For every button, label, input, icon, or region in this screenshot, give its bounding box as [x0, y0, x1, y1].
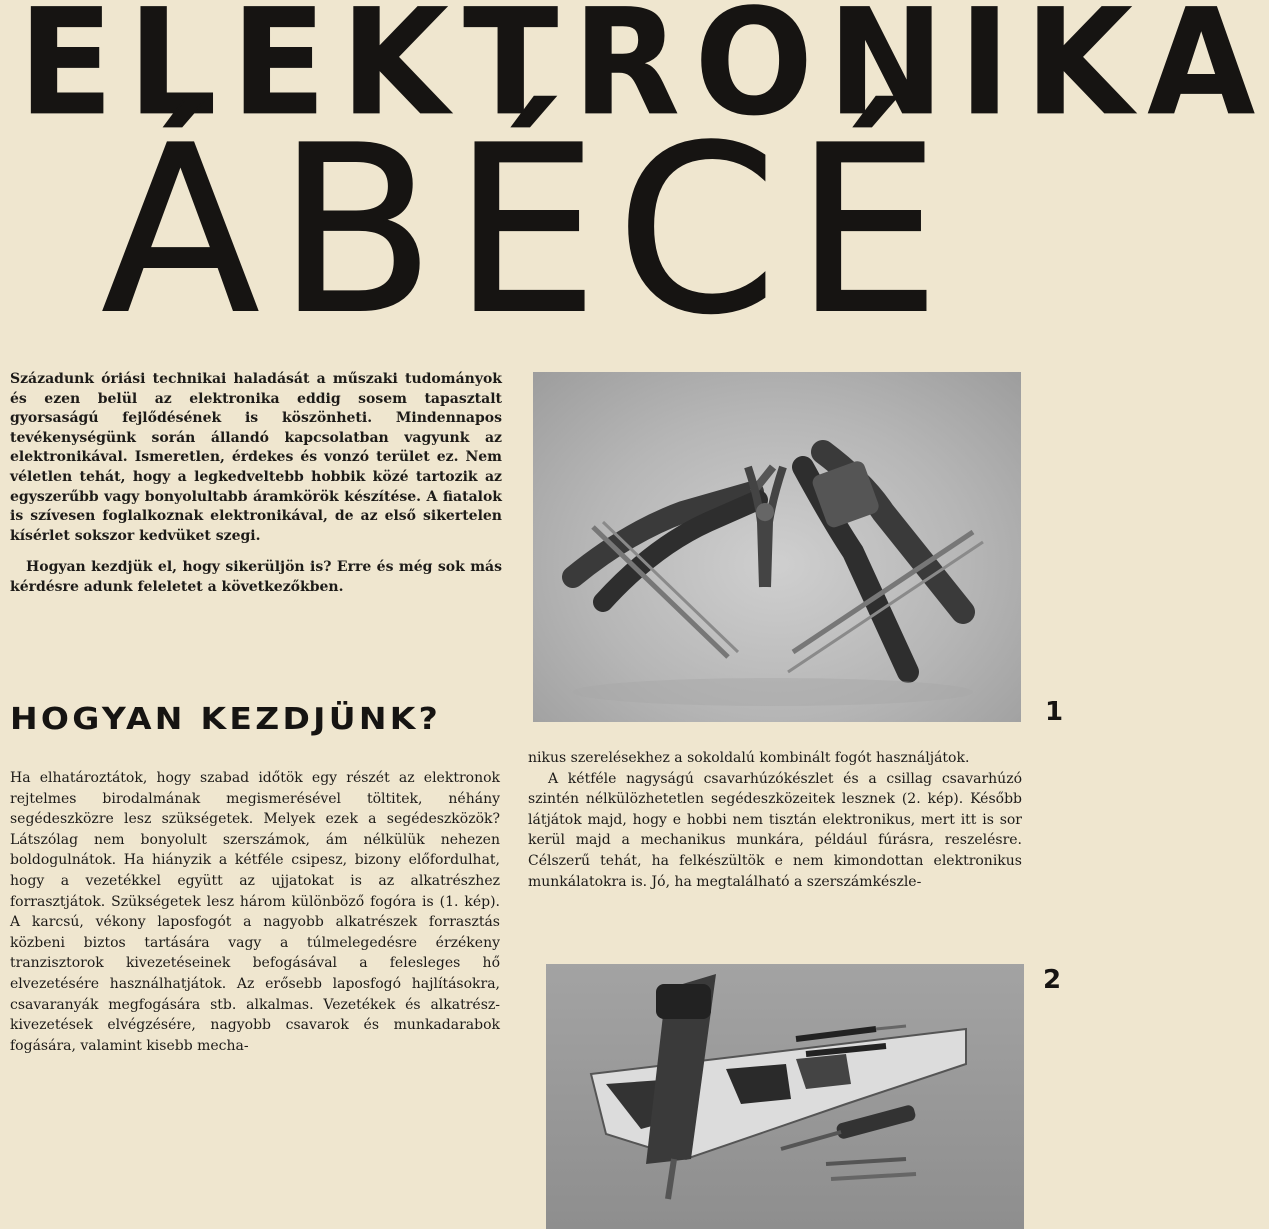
screwdriver-photo: [546, 964, 1024, 1229]
body-paragraph: nikus szerelésekhez a sokoldalú kombinált fogót használjátok.: [528, 750, 970, 766]
body-column-right: [528, 748, 1022, 892]
body-paragraph: A kétféle nagyságú csavarhúzókészlet és a csillag csavarhúzó szintén nélkülözhetetlen segédeszközeitek lesznek (2. kép). Később látjátok majd, hogy e hobbi nem tisztán elektronikus, mert itt is sor kerül majd a mechanikus munkára, például fúrásra, reszelésre. Célszerű tehát, ha felkészültök e nem kimondottan elektronikus munkálatokra is. Jó, ha megtalálható a szerszámkészle-: [528, 770, 1022, 890]
intro-paragraph: Hogyan kezdjük el, hogy sikerüljön is? Erre és még sok más kérdésre adunk feleletet a következőkben.: [10, 559, 502, 595]
masthead-title: ELEKTRONIKA: [18, 0, 1269, 150]
body-paragraph: Ha elhatároztátok, hogy szabad időtök egy részét az elektronok rejtelmes birodalmának megismerésével töltitek, néhány segédeszközre lesz szükségetek. Melyek ezek a segédeszközök? Látszólag nem bonyolult szerszámok, ám nélkülük nehezen boldogulnátok. Ha hiányzik a kétféle csipesz, bizony előfordulhat, hogy a vezetékkel együtt az ujjatokat is az alkatrészhez forrasztjátok. Szükségetek lesz három különböző fogóra is (1. kép). A karcsú, vékony laposfogót a nagyobb alkatrészek forrasztás közbeni biztos tartására vagy a túlmelegedésre érzékeny tranzisztorok kivezetéseinek befogásával a felesleges hő elvezetésére használhatjátok. Az erősebb laposfogó hajlításokra, csavaranyák megfogására stb. alkalmas. Vezetékek és alkatrész-kivezetések elvégzésére, nagyobb csavarok és munkadarabok fogására, valamint kisebb mecha-: [10, 770, 500, 1054]
screwdriver-illustration: [546, 964, 1024, 1229]
figure-number-2: 2: [1043, 965, 1062, 995]
masthead-subtitle: ÁBÉCÉ: [101, 98, 959, 365]
pliers-illustration: [533, 372, 1021, 722]
figure-number-1: 1: [1045, 697, 1064, 727]
intro-text: [10, 370, 502, 610]
body-column-left: [10, 768, 500, 1056]
section-heading: HOGYAN KEZDJÜNK?: [10, 702, 442, 737]
pliers-photo: [533, 372, 1021, 722]
intro-paragraph: Századunk óriási technikai haladását a műszaki tudományok és ezen belül az elektronika eddig sosem tapasztalt gyorsaságú fejlődésének is köszönheti. Mindennapos tevékenységünk során állandó kapcsolatban vagyunk az elektronikával. Ismeretlen, érdekes és vonzó terület ez. Nem véletlen tehát, hogy a legkedveltebb hobbik közé tartozik az egyszerűbb vagy bonyolultabb áramkörök készítése. A fiatalok is szívesen foglalkoznak elektronikával, de az első sikertelen kísérlet sokszor kedvüket szegi.: [10, 371, 502, 544]
